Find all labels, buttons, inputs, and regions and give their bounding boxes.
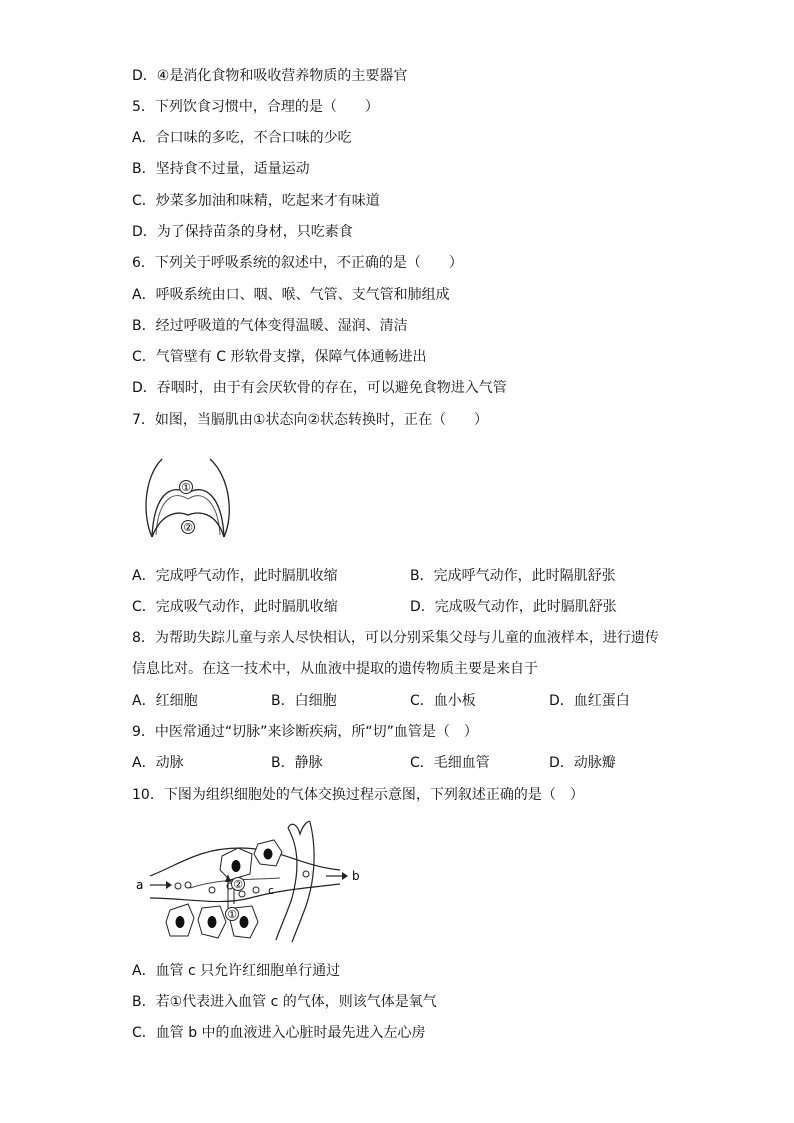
q8-option-a: A．红细胞 [132, 693, 198, 709]
q7-option-b: B．完成呼气动作，此时隔肌舒张 [410, 568, 616, 584]
q10-label-b: b [352, 869, 360, 883]
q8-option-c: C．血小板 [410, 693, 476, 709]
q9-option-a: A．动脉 [132, 755, 184, 771]
q8-stem-line2: 信息比对。在这一技术中，从血液中提取的遗传物质主要是来自于 [132, 661, 538, 677]
q7-option-c: C．完成吸气动作，此时膈肌收缩 [132, 599, 338, 615]
q10-option-a: A．血管 c 只允许红细胞单行通过 [132, 963, 341, 979]
q10-label-2: ② [233, 878, 243, 891]
q10-label-1: ① [227, 908, 237, 921]
q10-option-c: C．血管 b 中的血液进入心脏时最先进入左心房 [132, 1025, 426, 1041]
q6-option-a: A．呼吸系统由口、咽、喉、气管、支气管和肺组成 [132, 287, 450, 303]
q6-option-b: B．经过呼吸道的气体变得温暖、湿润、清洁 [132, 318, 408, 334]
q4-option-d: D．④是消化食物和吸收营养物质的主要器官 [132, 68, 408, 84]
diaphragm-figure [140, 455, 250, 545]
gas-exchange-figure [130, 818, 370, 948]
q6-option-c: C．气管壁有 C 形软骨支撑，保障气体通畅进出 [132, 349, 427, 365]
q6-stem: 6．下列关于呼吸系统的叙述中，不正确的是（ ） [132, 255, 463, 271]
q9-option-b: B．静脉 [271, 755, 323, 771]
q9-option-d: D．动脉瓣 [549, 755, 616, 771]
q8-option-b: B．白细胞 [271, 693, 337, 709]
q5-option-a: A．合口味的多吃，不合口味的少吃 [132, 130, 352, 146]
q7-option-a: A．完成呼气动作，此时膈肌收缩 [132, 568, 338, 584]
q6-option-d: D．吞咽时，由于有会厌软骨的存在，可以避免食物进入气管 [132, 380, 507, 396]
q7-label-2: ② [183, 521, 193, 534]
q7-stem: 7．如图，当膈肌由①状态向②状态转换时，正在（ ） [132, 412, 489, 428]
q10-stem: 10．下图为组织细胞处的气体交换过程示意图，下列叙述正确的是（ ） [132, 787, 584, 803]
q7-option-d: D．完成吸气动作，此时膈肌舒张 [410, 599, 617, 615]
q5-option-c: C．炒菜多加油和味精，吃起来才有味道 [132, 193, 380, 209]
q5-option-b: B．坚持食不过量，适量运动 [132, 161, 310, 177]
q8-stem-line1: 8．为帮助失踪儿童与亲人尽快相认，可以分别采集父母与儿童的血液样本，进行遗传 [132, 630, 659, 646]
q10-label-a: a [136, 878, 144, 892]
q5-option-d: D．为了保持苗条的身材，只吃素食 [132, 224, 353, 240]
q10-option-b: B．若①代表进入血管 c 的气体，则该气体是氧气 [132, 994, 437, 1010]
q5-stem: 5．下列饮食习惯中，合理的是（ ） [132, 99, 379, 115]
q7-label-1: ① [181, 481, 191, 494]
q9-stem: 9．中医常通过“切脉”来诊断疾病，所“切”血管是（ ） [132, 724, 478, 740]
chest-wall-left [146, 459, 162, 537]
q8-option-d: D．血红蛋白 [549, 693, 630, 709]
q10-label-c: c [268, 884, 275, 897]
q9-option-c: C．毛细血管 [410, 755, 490, 771]
